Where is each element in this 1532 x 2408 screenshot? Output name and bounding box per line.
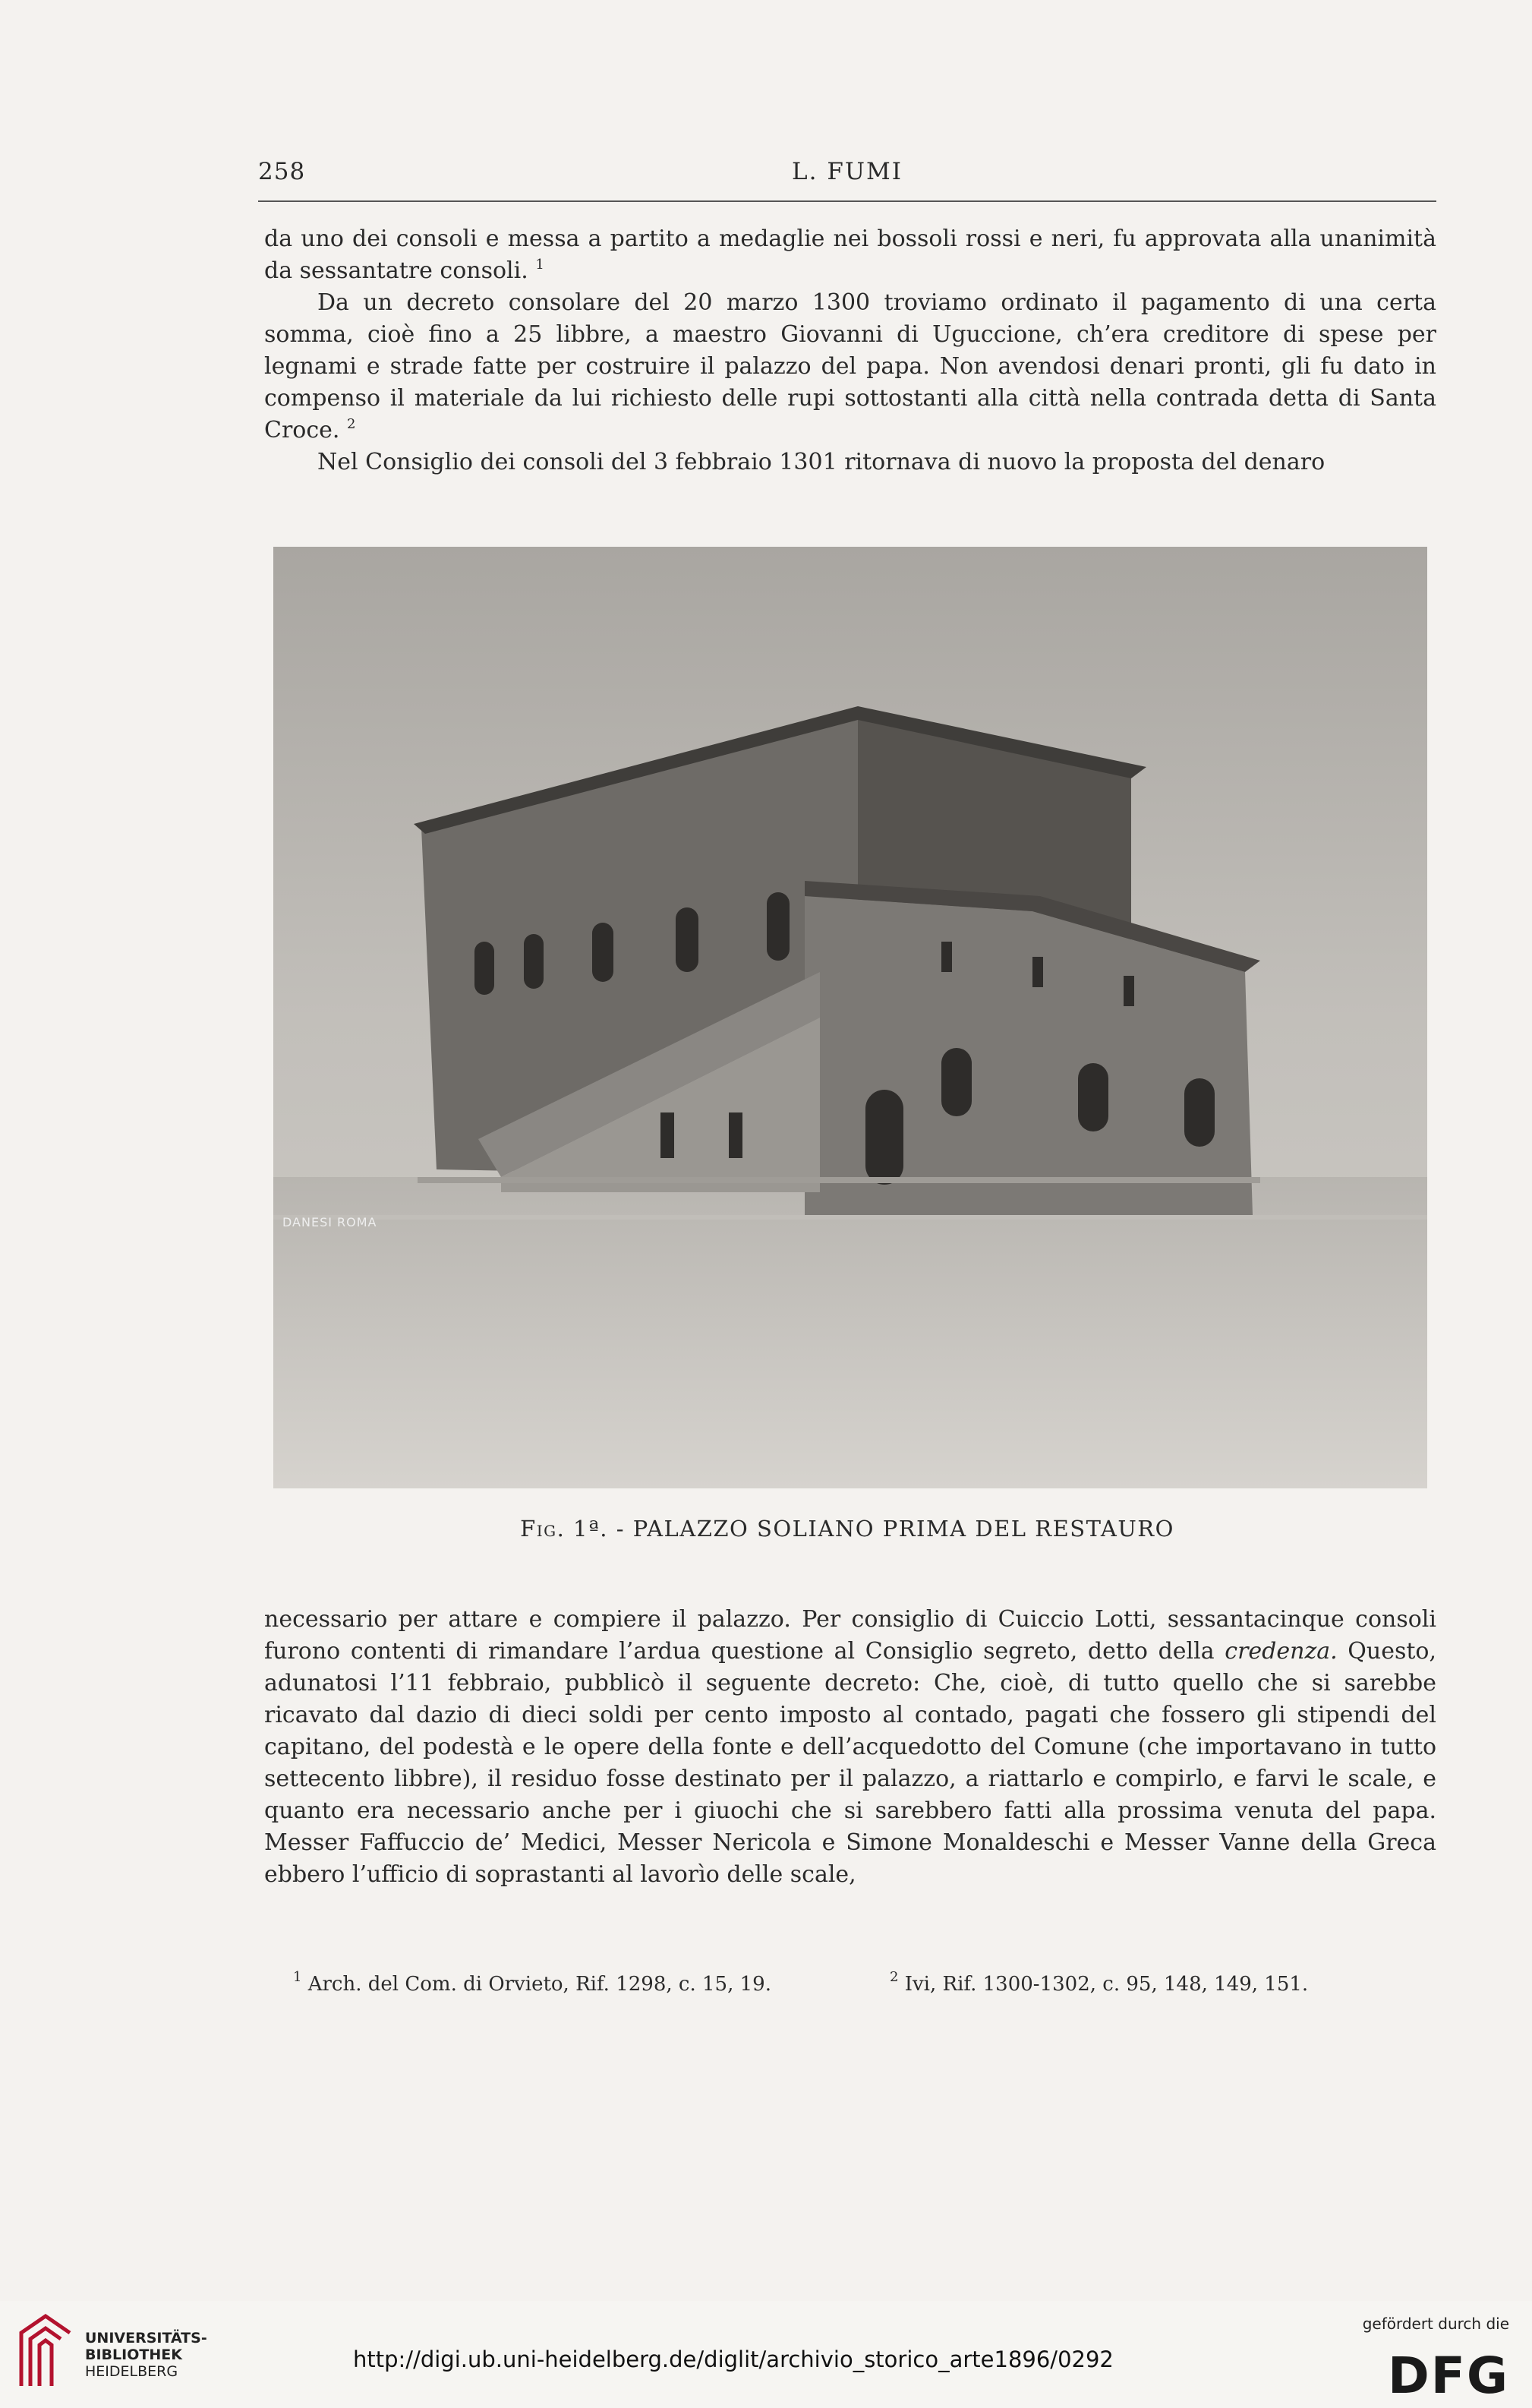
funding-note: gefördert durch die xyxy=(1362,2315,1509,2333)
palazzo-photograph xyxy=(273,547,1427,1488)
source-url-link[interactable]: http://digi.ub.uni-heidelberg.de/diglit/archivio_storico_arte1896/0292 xyxy=(353,2346,1114,2372)
dfg-logo: DFG xyxy=(1387,2346,1509,2405)
running-header xyxy=(258,158,1436,202)
body-text-top xyxy=(264,223,1436,478)
footnote-ref[interactable]: 1 xyxy=(535,257,544,273)
paragraph: Nel Consiglio dei consoli del 3 febbraio 1301 ritornava di nuovo la proposta del denaro xyxy=(317,449,1326,475)
footnote: $^1$ Arch. del Com. di Orvieto, Rif. 1298, c. 15, 19. xyxy=(293,1969,771,1996)
library-name: UNIVERSITÄTS- BIBLIOTHEK HEIDELBERG xyxy=(85,2330,207,2380)
photographer-stamp: DANESI ROMA xyxy=(282,1215,377,1229)
figure-title: - PALAZZO SOLIANO PRIMA DEL RESTAURO xyxy=(616,1516,1174,1542)
running-head-author: L. FUMI xyxy=(792,158,903,185)
figure-label: Fig. 1ª. xyxy=(520,1516,608,1542)
footnote-ref[interactable]: 2 xyxy=(347,416,356,432)
paragraph: necessario per attare e compiere il palazzo. Per consiglio di Cuiccio Lotti, sessantacinque consoli furono contenti di rimandare l’ardua questione al Consiglio segreto, detto della credenza. Questo, adunatosi l’11 febbraio, pubblicò il seguente decreto: Che, cioè, di tutto quello che si sarebbe ricavato dal dazio di dieci soldi per cento imposto al contado, pagati che fossero gli stipendi del capitano, del podestà e le opere della fonte e dell’acquedotto del Comune (che importavano in tutto settecento libbre), il residuo fosse destinato per il palazzo, a riattarlo e compirlo, e farvi le scale, e quanto era necessario anche per i giuochi che si sarebbero fatti alla prossima venuta del papa. Messer Faffuccio de’ Medici, Messer Nericola e Simone Monaldeschi e Messer Vanne della Greca ebbero l’ufficio di soprastanti al lavorìo delle scale, xyxy=(264,1606,1437,1888)
paragraph: da uno dei consoli e messa a partito a medaglie nei bossoli rossi e neri, fu approvata alla unanimità da sessantatre consoli. $^1$ xyxy=(264,226,1436,284)
library-logo-icon xyxy=(15,2310,76,2394)
footnotes xyxy=(258,1969,1436,2003)
italic-term: credenza. xyxy=(1225,1638,1338,1665)
footnote: $^2$ Ivi, Rif. 1300-1302, c. 95, 148, 149, 151. xyxy=(890,1969,1309,1996)
figure-photograph xyxy=(273,547,1427,1488)
page-number: 258 xyxy=(258,158,306,185)
footer-bar xyxy=(0,2301,1532,2408)
paragraph: Da un decreto consolare del 20 marzo 1300 troviamo ordinato il pagamento di una certa somma, cioè fino a 25 libbre, a maestro Giovanni di Uguccione, ch’era creditore di spese per legnami e strade fatte per costruire il palazzo del papa. Non avendosi denari pronti, gli fu dato in compenso il materiale da lui richiesto delle rupi sottostanti alla città nella contrada detta di Santa Croce. $^2$ xyxy=(264,289,1436,443)
body-text-bottom xyxy=(264,1604,1436,1891)
figure-caption xyxy=(258,1516,1436,1542)
